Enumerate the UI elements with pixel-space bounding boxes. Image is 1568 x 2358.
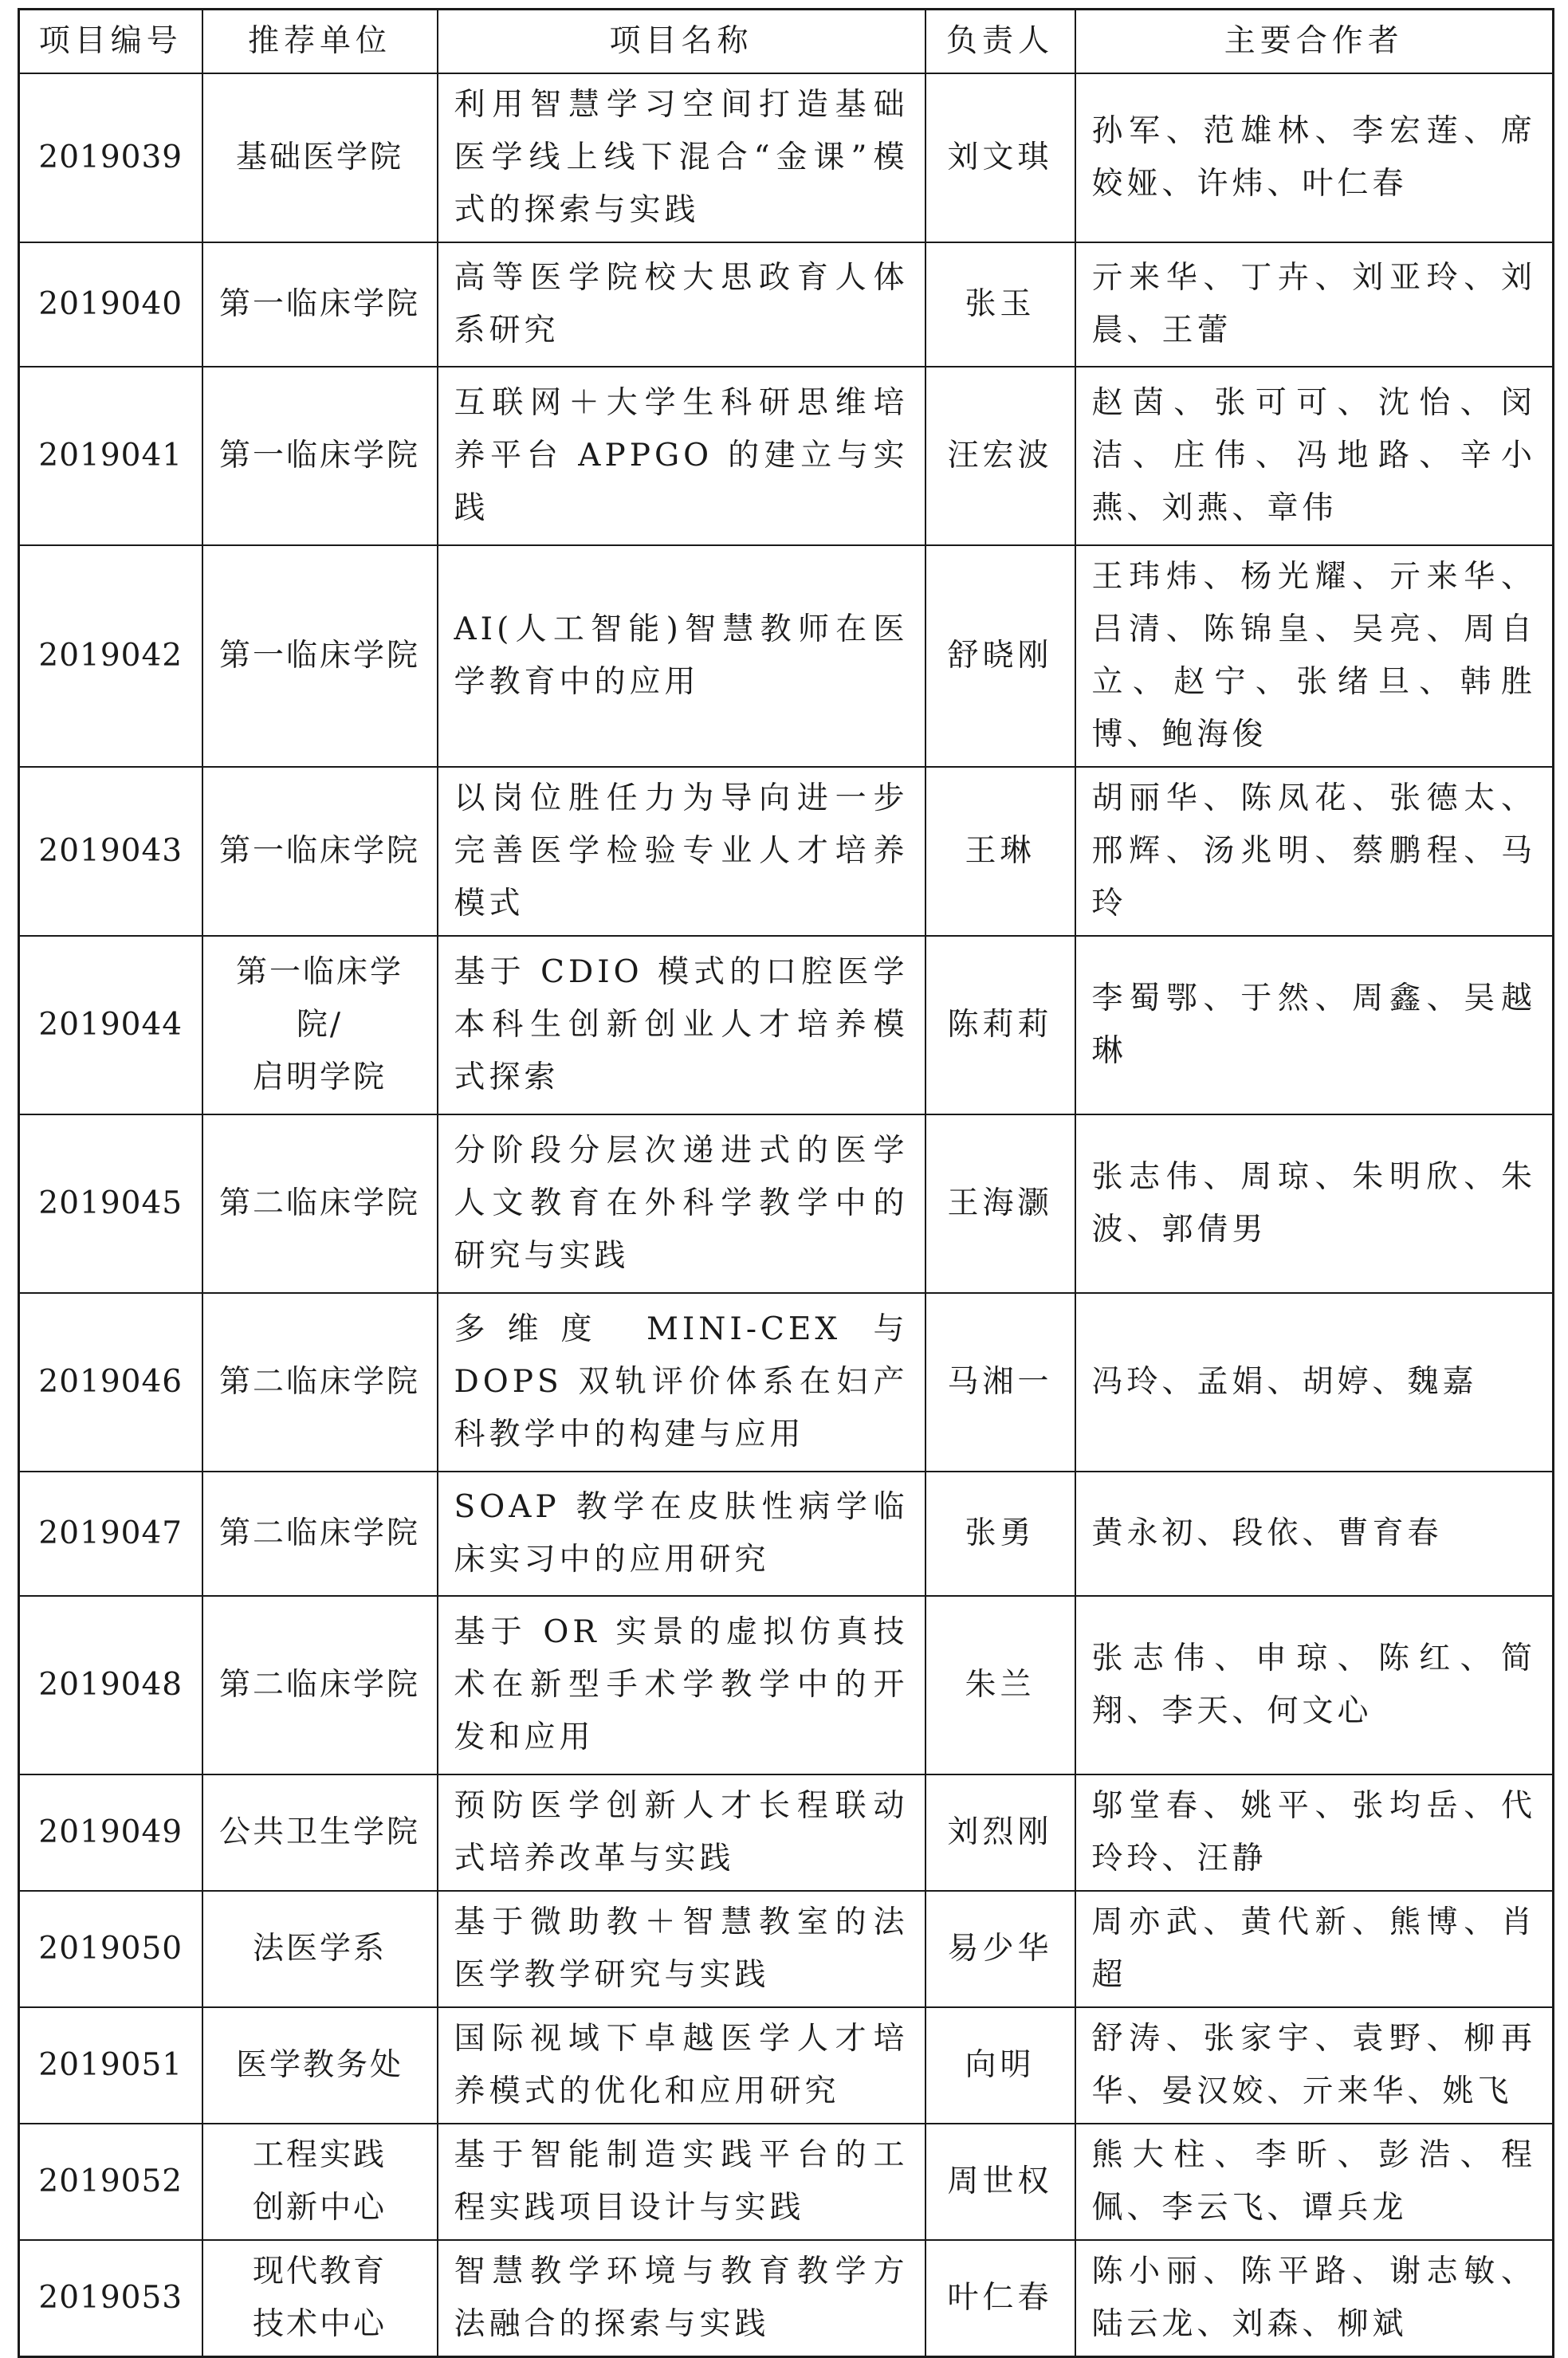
cell-unit: 第一临床学院/ 启明学院: [202, 936, 438, 1114]
cell-project-id: 2019045: [19, 1114, 202, 1293]
cell-unit: 基础医学院: [202, 73, 438, 242]
cell-unit: 现代教育 技术中心: [202, 2240, 438, 2357]
cell-unit: 第一临床学院: [202, 767, 438, 936]
cell-cooperators: 亓来华、丁卉、刘亚玲、刘晨、王蕾: [1075, 242, 1554, 367]
cell-project-id: 2019040: [19, 242, 202, 367]
cell-project-name: AI(人工智能)智慧教师在医学教育中的应用: [438, 545, 925, 767]
table-header-row: [19, 10, 1554, 74]
cell-unit: 第一临床学院: [202, 367, 438, 545]
cell-project-name: 高等医学院校大思政育人体系研究: [438, 242, 925, 367]
cell-unit: 医学教务处: [202, 2007, 438, 2124]
cell-project-name: 分阶段分层次递进式的医学人文教育在外科学教学中的研究与实践: [438, 1114, 925, 1293]
cell-unit: 第二临床学院: [202, 1293, 438, 1472]
cell-cooperators: 张志伟、申琼、陈红、简翔、李天、何文心: [1075, 1596, 1554, 1774]
table-row: [19, 1114, 1554, 1293]
cell-project-name: SOAP 教学在皮肤性病学临床实习中的应用研究: [438, 1472, 925, 1596]
table-row: [19, 767, 1554, 936]
cell-leader: 陈莉莉: [925, 936, 1075, 1114]
cell-leader: 王琳: [925, 767, 1075, 936]
cell-unit: 法医学系: [202, 1891, 438, 2007]
table-row: [19, 936, 1554, 1114]
table-row: [19, 2124, 1554, 2240]
cell-project-name: 预防医学创新人才长程联动式培养改革与实践: [438, 1774, 925, 1891]
cell-cooperators: 熊大柱、李昕、彭浩、程佩、李云飞、谭兵龙: [1075, 2124, 1554, 2240]
cell-project-name: 基于 OR 实景的虚拟仿真技术在新型手术学教学中的开发和应用: [438, 1596, 925, 1774]
project-table: [18, 8, 1554, 2358]
cell-project-id: 2019051: [19, 2007, 202, 2124]
cell-project-id: 2019048: [19, 1596, 202, 1774]
cell-project-id: 2019047: [19, 1472, 202, 1596]
cell-project-id: 2019041: [19, 367, 202, 545]
cell-leader: 舒晓刚: [925, 545, 1075, 767]
cell-project-id: 2019046: [19, 1293, 202, 1472]
cell-leader: 叶仁春: [925, 2240, 1075, 2357]
document-page: [18, 8, 1552, 2342]
cell-leader: 易少华: [925, 1891, 1075, 2007]
cell-project-name: 互联网＋大学生科研思维培养平台 APPGO 的建立与实践: [438, 367, 925, 545]
cell-cooperators: 赵茵、张可可、沈怡、闵洁、庄伟、冯地路、辛小燕、刘燕、章伟: [1075, 367, 1554, 545]
cell-unit: 公共卫生学院: [202, 1774, 438, 1891]
cell-cooperators: 冯玲、孟娟、胡婷、魏嘉: [1075, 1293, 1554, 1472]
table-row: [19, 545, 1554, 767]
cell-unit: 第一临床学院: [202, 242, 438, 367]
cell-cooperators: 舒涛、张家宇、袁野、柳再华、晏汉姣、亓来华、姚飞: [1075, 2007, 1554, 2124]
cell-project-id: 2019044: [19, 936, 202, 1114]
cell-leader: 向明: [925, 2007, 1075, 2124]
table-row: [19, 1891, 1554, 2007]
cell-project-name: 利用智慧学习空间打造基础医学线上线下混合“金课”模式的探索与实践: [438, 73, 925, 242]
cell-cooperators: 张志伟、周琼、朱明欣、朱波、郭倩男: [1075, 1114, 1554, 1293]
table-row: [19, 1774, 1554, 1891]
cell-cooperators: 邬堂春、姚平、张均岳、代玲玲、汪静: [1075, 1774, 1554, 1891]
cell-leader: 刘文琪: [925, 73, 1075, 242]
table-row: [19, 2240, 1554, 2357]
cell-project-name: 基于 CDIO 模式的口腔医学本科生创新创业人才培养模式探索: [438, 936, 925, 1114]
header-leader: 负责人: [925, 10, 1075, 74]
cell-project-name: 基于智能制造实践平台的工程实践项目设计与实践: [438, 2124, 925, 2240]
cell-project-name: 以岗位胜任力为导向进一步完善医学检验专业人才培养模式: [438, 767, 925, 936]
cell-leader: 朱兰: [925, 1596, 1075, 1774]
table-row: [19, 1472, 1554, 1596]
cell-project-id: 2019052: [19, 2124, 202, 2240]
cell-project-name: 多维度 MINI-CEX 与 DOPS 双轨评价体系在妇产科教学中的构建与应用: [438, 1293, 925, 1472]
cell-leader: 张玉: [925, 242, 1075, 367]
cell-unit: 第二临床学院: [202, 1472, 438, 1596]
cell-project-id: 2019050: [19, 1891, 202, 2007]
table-row: [19, 1596, 1554, 1774]
cell-cooperators: 陈小丽、陈平路、谢志敏、陆云龙、刘森、柳斌: [1075, 2240, 1554, 2357]
cell-unit: 第二临床学院: [202, 1114, 438, 1293]
cell-cooperators: 李蜀鄂、于然、周鑫、吴越琳: [1075, 936, 1554, 1114]
table-body: [19, 73, 1554, 2357]
table-row: [19, 2007, 1554, 2124]
cell-cooperators: 周亦武、黄代新、熊博、肖超: [1075, 1891, 1554, 2007]
header-recommending-unit: 推荐单位: [202, 10, 438, 74]
cell-project-id: 2019049: [19, 1774, 202, 1891]
cell-unit: 第二临床学院: [202, 1596, 438, 1774]
cell-cooperators: 胡丽华、陈凤花、张德太、邢辉、汤兆明、蔡鹏程、马玲: [1075, 767, 1554, 936]
cell-project-id: 2019042: [19, 545, 202, 767]
cell-unit: 工程实践 创新中心: [202, 2124, 438, 2240]
cell-project-name: 智慧教学环境与教育教学方法融合的探索与实践: [438, 2240, 925, 2357]
cell-cooperators: 孙军、范雄林、李宏莲、席姣娅、许炜、叶仁春: [1075, 73, 1554, 242]
header-cooperators: 主要合作者: [1075, 10, 1554, 74]
table-row: [19, 1293, 1554, 1472]
cell-project-id: 2019053: [19, 2240, 202, 2357]
cell-leader: 汪宏波: [925, 367, 1075, 545]
table-row: [19, 242, 1554, 367]
cell-project-id: 2019043: [19, 767, 202, 936]
table-row: [19, 367, 1554, 545]
header-project-id: 项目编号: [19, 10, 202, 74]
cell-leader: 马湘一: [925, 1293, 1075, 1472]
cell-unit: 第一临床学院: [202, 545, 438, 767]
header-project-name: 项目名称: [438, 10, 925, 74]
cell-project-name: 国际视域下卓越医学人才培养模式的优化和应用研究: [438, 2007, 925, 2124]
cell-cooperators: 黄永初、段依、曹育春: [1075, 1472, 1554, 1596]
cell-leader: 王海灏: [925, 1114, 1075, 1293]
cell-leader: 周世权: [925, 2124, 1075, 2240]
cell-leader: 刘烈刚: [925, 1774, 1075, 1891]
cell-cooperators: 王玮炜、杨光耀、亓来华、吕清、陈锦皇、吴亮、周自立、赵宁、张绪旦、韩胜博、鲍海俊: [1075, 545, 1554, 767]
cell-project-name: 基于微助教＋智慧教室的法医学教学研究与实践: [438, 1891, 925, 2007]
cell-project-id: 2019039: [19, 73, 202, 242]
cell-leader: 张勇: [925, 1472, 1075, 1596]
table-row: [19, 73, 1554, 242]
